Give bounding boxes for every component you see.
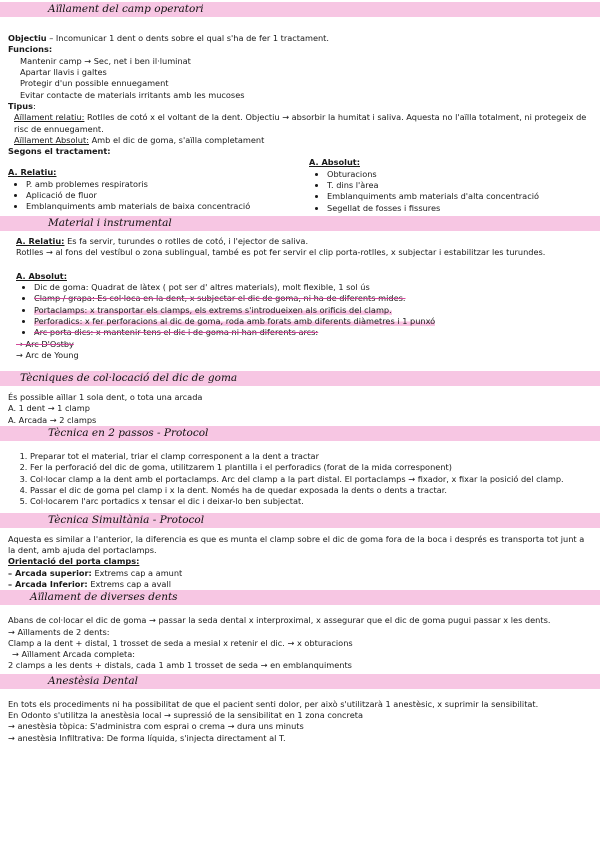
sup-text: Extrems cap a amunt [91, 567, 183, 578]
material-relatiu-line [16, 236, 594, 247]
orientacio-label: Orientació del porta clamps: [8, 556, 140, 567]
funcio-item: Evitar contacte de materials irritants amb les mucoses [20, 89, 245, 100]
segons-label: Segons el tractament: [8, 146, 111, 157]
protocol-step: 3. Col·locar clamp a la dent amb el portaclamps. Arc del clamp a la part distal. El portaclamps → fixador, x fixar la posició del clamp. [30, 474, 594, 485]
anestesia-line: En Odonto s'utilitza la anestèsia local → supressió de la sensibilitat en 1 zona concreta [8, 710, 363, 721]
arcada-superior-line [8, 568, 594, 579]
notes-page [0, 2, 600, 850]
objectiu-line [8, 33, 594, 44]
diverses-line: → Aïllament Arcada completa: [12, 649, 136, 660]
arc-item [16, 339, 594, 350]
list-item: • Segellat de fosses i fissures [327, 203, 594, 214]
absolut-text: Amb el dic de goma, s'aïlla completament [88, 134, 265, 145]
section-title: Tècnica en 2 passos - Protocol [48, 427, 209, 440]
list-item: • T. dins l'àrea [327, 180, 594, 191]
section-diverses-dents [0, 615, 600, 672]
list-item-text: Clamp / grapa: Es col·loca en la dent, x subjectar el dic de goma, ni ha de diferents mides. [34, 293, 406, 304]
list-item-text: Arc porta dics: x mantenir tens el dic i de goma ni han diferents arcs: [34, 327, 319, 338]
protocol-steps [8, 451, 594, 508]
section-header-aillament [0, 2, 600, 17]
list-item [34, 327, 594, 338]
a-relatiu-list [8, 179, 293, 213]
list-item: • Aplicació de fluor [26, 190, 293, 201]
section-title: Aïllament del camp operatori [48, 3, 204, 15]
section-header-2-passos [0, 426, 600, 441]
arc-text: → Arc D'Ostby [16, 338, 74, 349]
tipus-line: Tipus: [8, 100, 36, 111]
a-absolut-list [309, 169, 594, 214]
tractament-columns [8, 157, 594, 214]
col-relatiu [8, 157, 293, 214]
tipus-label: Tipus [8, 100, 33, 111]
tecniques-line: A. Arcada → 2 clamps [8, 414, 97, 425]
section-title: Anestèsia Dental [48, 674, 138, 687]
arc-item: → Arc de Young [16, 349, 79, 360]
section-title: Tècnica Simultània - Protocol [48, 513, 205, 526]
funcions-label: Funcions: [8, 44, 53, 55]
section-title: Aïllament de diverses dents [30, 591, 178, 604]
absolut-label: Aïllament Absolut: [14, 134, 89, 145]
simultania-text: Aquesta es similar a l'anterior, la diferencia es que es munta el clamp sobre el dic de goma fora de la boca i després es transporta tot junt a la dent, amb ajuda del portaclamps. [8, 533, 585, 555]
diverses-line: 2 clamps a les dents + distals, cada 1 amb 1 trosset de seda → en emblanquiments [8, 660, 352, 671]
anestesia-line: → anestèsia Infiltrativa: De forma líquida, s'injecta directament al T. [8, 732, 286, 743]
relatiu-text: Es fa servir, turundes o rotlles de cotó, i l'ejector de saliva. [64, 236, 309, 246]
section-anestesia [0, 699, 600, 744]
section-simultania [0, 534, 600, 591]
sup-label: – Arcada superior: [8, 567, 92, 578]
section-2-passos [0, 451, 600, 508]
diverses-line: Clamp a la dent + distal, 1 trosset de seda a mesial x retenir el dic. → x obturacions [8, 637, 353, 648]
relatiu-text: Rotlles de cotó x el voltant de la dent. Objectiu → absorbir la humitat i saliva. Aquesta no l'aïlla totalment, ni protegeix de risc de ennuegament. [14, 112, 587, 134]
arcada-inferior-line [8, 579, 594, 590]
diverses-line: Abans de col·locar el dic de goma → passar la seda dental x interproximal, x assegurar que el dic de goma pugui passar x les dents. [8, 615, 551, 626]
funcio-item: Mantenir camp → Sec, net i ben il·luminat [20, 55, 191, 66]
col-absolut [293, 157, 594, 214]
inf-text: Extrems cap a avall [87, 578, 171, 589]
anestesia-line: En tots els procediments ni ha possibilitat de que el pacient senti dolor, per això s'utilitzarà 1 anestèsic, x suprimir la sensibilitat. [8, 698, 539, 709]
list-item: • Emblanquiments amb materials de baixa concentració [26, 201, 293, 212]
section-header-tecniques [0, 371, 600, 386]
material-absolut-list [16, 282, 594, 339]
list-item: • Dic de goma: Quadrat de làtex ( pot ser d' altres materials), molt flexible, 1 sol ús [34, 282, 594, 293]
list-item-text: Perforadics: x fer perforacions al dic de goma, roda amb forats amb diferents diàmetres i 1 punxó [34, 315, 436, 326]
absolut-line [8, 135, 594, 146]
relatiu-line [8, 112, 594, 135]
section-header-diverses-dents [0, 590, 600, 605]
a-relatiu-label: A. Relatiu: [8, 167, 57, 178]
diverses-line: → Aïllaments de 2 dents: [8, 626, 110, 637]
relatiu-label: A. Relatiu: [16, 236, 65, 246]
inf-label: – Arcada Inferior: [8, 578, 88, 589]
list-item: • Obturacions [327, 169, 594, 180]
protocol-step: 2. Fer la perforació del dic de goma, utilitzarem 1 plantilla i el perforadics (forat de la mida corresponent) [30, 462, 594, 473]
section-header-anestesia [0, 674, 600, 689]
section-header-material [0, 216, 600, 231]
funcio-item: Protegir d'un possible ennuegament [20, 78, 169, 89]
protocol-step: 1. Preparar tot el material, triar el clamp corresponent a la dent a tractar [30, 451, 594, 462]
tecniques-line: És possible aïllar 1 sola dent, o tota una arcada [8, 392, 203, 403]
material-absolut-label: A. Absolut: [16, 270, 67, 281]
section-aillament [0, 33, 600, 214]
list-item-text: Portaclamps: x transportar els clamps, els extrems s'introdueixen als orificis del clamp. [34, 304, 392, 315]
protocol-step: 4. Passar el dic de goma pel clamp i x la dent. Només ha de quedar exposada la dents o dents a tractar. [30, 485, 594, 496]
anestesia-line: → anestèsia tòpica: S'administra com esprai o crema → dura uns minuts [8, 721, 304, 732]
relatiu-label: Aïllament relatiu: [14, 112, 85, 123]
section-title: Material i instrumental [48, 217, 172, 229]
list-item: • Emblanquiments amb materials d'alta concentració [327, 191, 594, 202]
tecniques-line: A. 1 dent → 1 clamp [8, 403, 90, 414]
list-item [34, 293, 594, 304]
funcio-item: Apartar llavis i galtes [20, 66, 107, 77]
section-material [0, 236, 600, 361]
list-item: • P. amb problemes respiratoris [26, 179, 293, 190]
rotlles-line: Rotlles → al fons del vestíbul o zona sublingual, també es pot fer servir el clip porta-rotlles, x subjectar i estabilitzar les turundes. [16, 247, 546, 258]
list-item [34, 316, 594, 327]
list-item [34, 305, 594, 316]
a-absolut-label: A. Absolut: [309, 157, 360, 168]
objectiu-label: Objectiu [8, 33, 47, 43]
protocol-step: 5. Col·locarem l'arc portadics x tensar el dic i deixar-lo ben subjectat. [30, 496, 594, 507]
section-title: Tècniques de col·locació del dic de goma [20, 372, 238, 385]
objectiu-text: – Incomunicar 1 dent o dents sobre el qual s'ha de fer 1 tractament. [46, 33, 329, 43]
section-header-simultania [0, 513, 600, 528]
section-tecniques [0, 392, 600, 426]
